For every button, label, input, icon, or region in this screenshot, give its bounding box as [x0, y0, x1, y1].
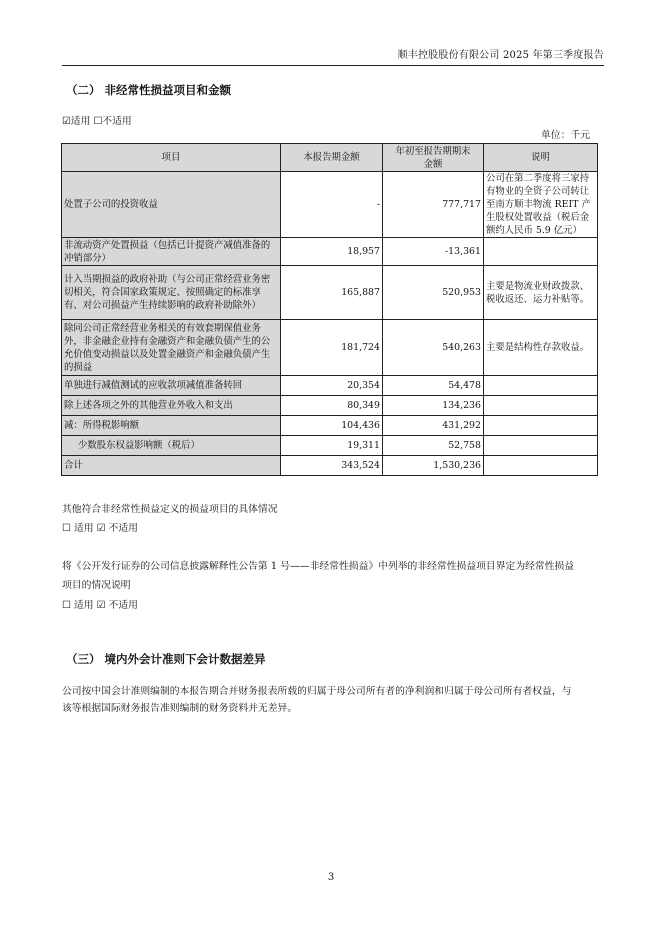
row-current: 104,436	[281, 416, 383, 436]
row-current: -	[281, 172, 383, 238]
table-header-row	[62, 144, 598, 172]
section-title-accounting-diff: （三） 境内外会计准则下会计数据差异	[66, 652, 266, 666]
row-item: 处置子公司的投资收益	[62, 172, 281, 238]
reclass-text-line1: 将《公开发行证券的公司信息披露解释性公告第 1 号——非经常性损益》中列举的非经常性损益项目界定为经常性损益	[62, 561, 575, 572]
row-note	[484, 416, 598, 436]
table-row	[62, 172, 598, 238]
row-current: 20,354	[281, 376, 383, 396]
row-current: 18,957	[281, 238, 383, 266]
row-note	[484, 376, 598, 396]
unit-label: 单位：千元	[541, 130, 590, 141]
row-item: 单独进行减值测试的应收款项减值准备转回	[62, 376, 281, 396]
row-ytd: 1,530,236	[383, 456, 484, 476]
column-header: 本报告期金额	[281, 144, 383, 172]
row-ytd: 52,758	[383, 436, 484, 456]
page-number: 3	[327, 872, 335, 883]
applicability-checkbox[interactable]: ☑适用 ☐不适用	[62, 116, 132, 127]
table-row	[62, 416, 598, 436]
report-header-title: 顺丰控股股份有限公司 2025 年第三季度报告	[397, 50, 604, 61]
other-items-checkbox[interactable]: ☐ 适用 ☑ 不适用	[62, 523, 138, 534]
nonrecurring-table	[61, 143, 598, 476]
other-items-text: 其他符合非经常性损益定义的损益项目的具体情况	[62, 504, 278, 515]
table-row	[62, 238, 598, 266]
accounting-diff-line2: 该等根据国际财务报告准则编制的财务资料并无差异。	[62, 703, 298, 714]
row-ytd: 520,953	[383, 266, 484, 320]
table-row-total	[62, 456, 598, 476]
column-header: 项目	[62, 144, 281, 172]
row-note	[484, 396, 598, 416]
row-current: 343,524	[281, 456, 383, 476]
row-note	[484, 238, 598, 266]
table-row	[62, 266, 598, 320]
row-note	[484, 456, 598, 476]
row-current: 19,311	[281, 436, 383, 456]
row-note	[484, 436, 598, 456]
section-title-nonrecurring: （二） 非经常性损益项目和金额	[66, 83, 232, 97]
row-note: 主要是结构性存款收益。	[484, 320, 598, 376]
row-item: 非流动资产处置损益（包括已计提资产减值准备的冲销部分）	[62, 238, 281, 266]
row-current: 165,887	[281, 266, 383, 320]
row-current: 181,724	[281, 320, 383, 376]
row-ytd: 540,263	[383, 320, 484, 376]
header-divider	[62, 65, 604, 66]
row-ytd: -13,361	[383, 238, 484, 266]
row-item: 合计	[62, 456, 281, 476]
row-ytd: 777,717	[383, 172, 484, 238]
row-note: 主要是物流业财政拨款、税收返还、运力补贴等。	[484, 266, 598, 320]
row-ytd: 134,236	[383, 396, 484, 416]
table-row	[62, 436, 598, 456]
column-header: 说明	[484, 144, 598, 172]
table-row	[62, 320, 598, 376]
reclass-checkbox[interactable]: ☐ 适用 ☑ 不适用	[62, 600, 138, 611]
row-ytd: 54,478	[383, 376, 484, 396]
row-ytd: 431,292	[383, 416, 484, 436]
reclass-text-line2: 项目的情况说明	[62, 580, 131, 591]
accounting-diff-line1: 公司按中国会计准则编制的本报告期合并财务报表所载的归属于母公司所有者的净利润和归属于母公司所有者权益，与	[62, 686, 572, 697]
table-row	[62, 396, 598, 416]
row-item: 除同公司正常经营业务相关的有效套期保值业务外，非金融企业持有金融资产和金融负债产生的公允价值变动损益以及处置金融资产和金融负债产生的损益	[62, 320, 281, 376]
row-note: 公司在第二季度将三家持有物业的全资子公司转让至南方顺丰物流 REIT 产生股权处置收益（税后金额约人民币 5.9 亿元）	[484, 172, 598, 238]
column-header: 年初至报告期期末金额	[383, 144, 484, 172]
table-row	[62, 376, 598, 396]
row-current: 80,349	[281, 396, 383, 416]
row-item: 减：所得税影响额	[62, 416, 281, 436]
row-item: 计入当期损益的政府补助（与公司正常经营业务密切相关，符合国家政策规定、按照确定的标准享有、对公司损益产生持续影响的政府补助除外）	[62, 266, 281, 320]
row-item: 除上述各项之外的其他营业外收入和支出	[62, 396, 281, 416]
row-item: 少数股东权益影响额（税后）	[62, 436, 281, 456]
